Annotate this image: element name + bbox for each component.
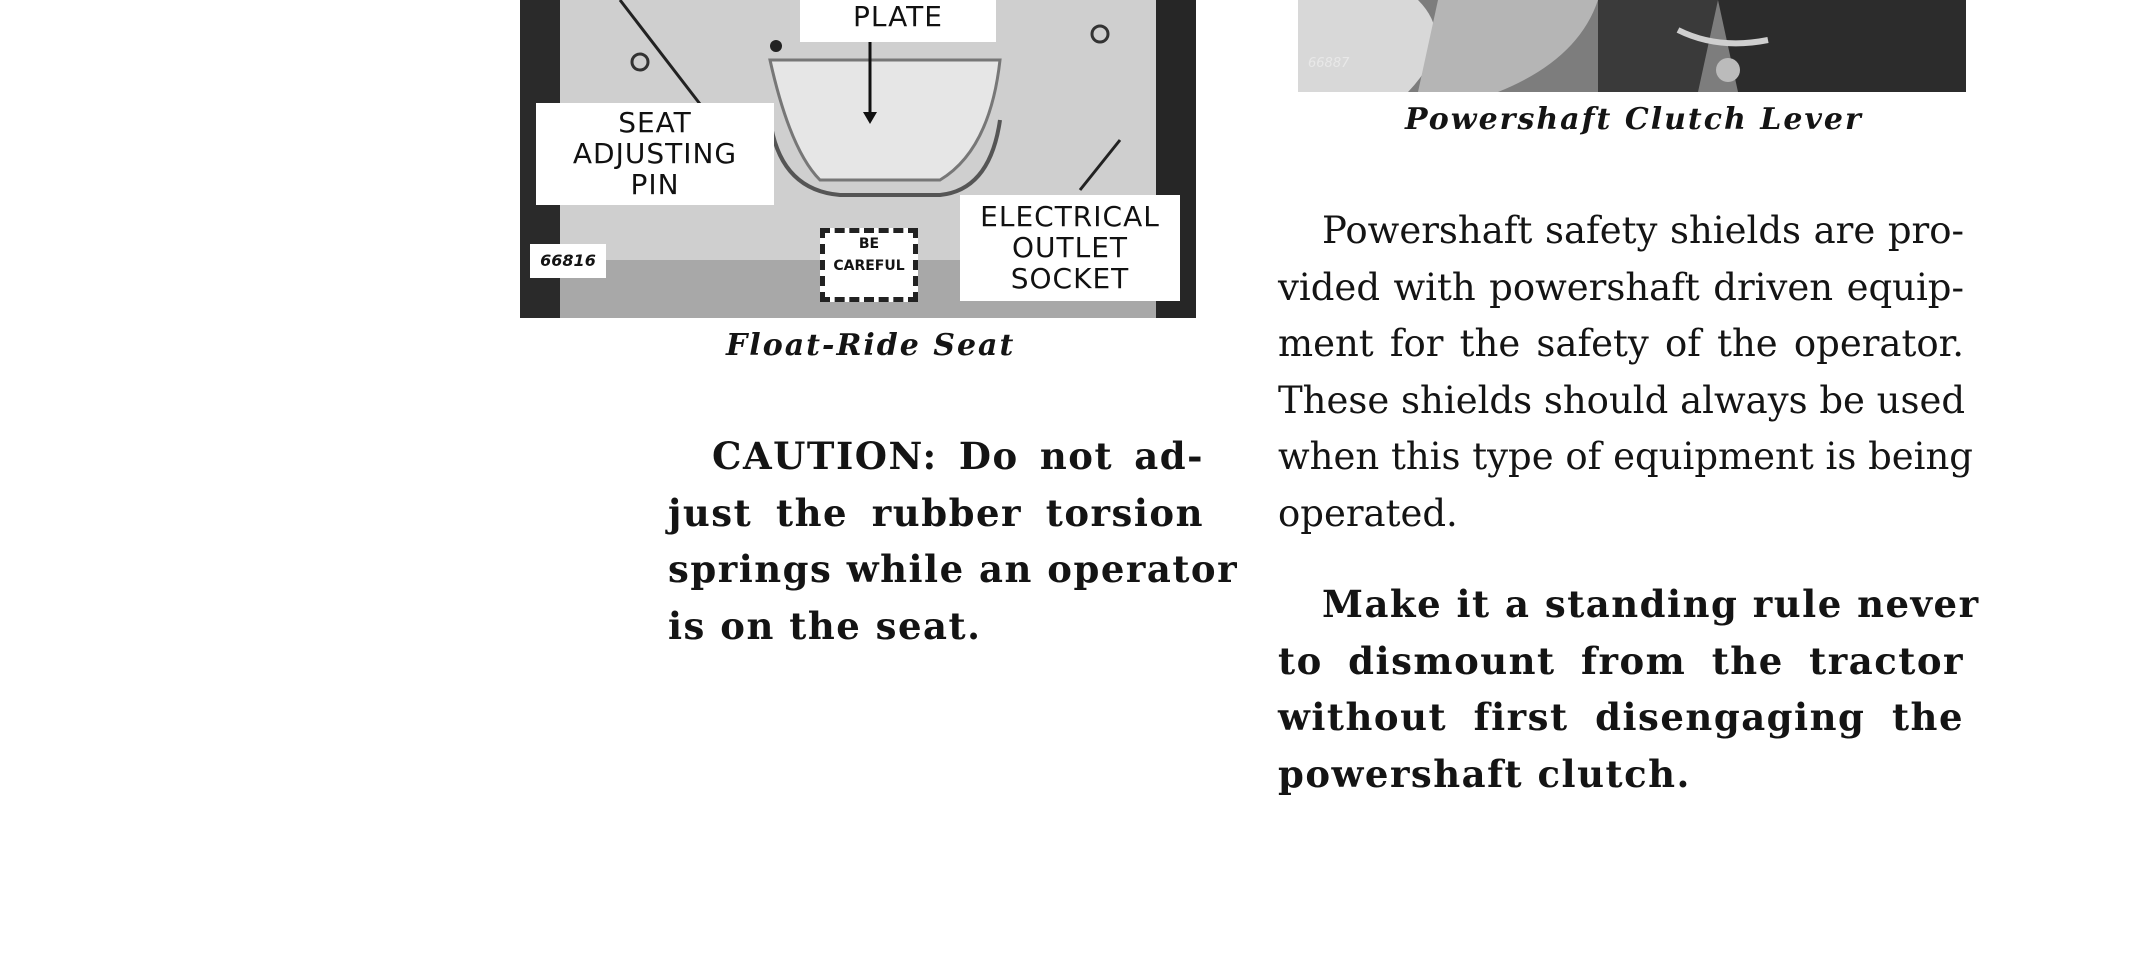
clutch-lever-illustration xyxy=(1298,0,1966,92)
outlet-line-3: SOCKET xyxy=(1010,262,1130,295)
shields-line-1: Powershaft safety shields are pro- xyxy=(1322,209,1964,252)
powershaft-clutch-lever-photo xyxy=(1298,0,1966,92)
seat-pin-line-1: SEAT xyxy=(618,106,692,139)
caution-line-4: is on the seat. xyxy=(668,603,982,648)
safety-shields-paragraph xyxy=(1278,203,1973,542)
rule-line-2: to dismount from the tractor xyxy=(1278,638,1964,683)
shields-line-5: when this type of equipment is being xyxy=(1278,435,1973,478)
photo-number-left: 66816 xyxy=(530,244,606,278)
rule-line-3: without first disengaging the xyxy=(1278,695,1964,739)
figure-caption-powershaft-clutch-lever: Powershaft Clutch Lever xyxy=(1405,102,1863,137)
photo-number-right: 66887 xyxy=(1308,56,1350,71)
caution-line-1: CAUTION: Do not ad- xyxy=(712,434,1204,478)
figure-caption-float-ride-seat: Float-Ride Seat xyxy=(726,328,1016,363)
caution-paragraph xyxy=(668,428,1239,654)
float-ride-seat-photo xyxy=(520,0,1196,318)
electrical-outlet-socket-callout xyxy=(960,195,1180,301)
shields-line-3: ment for the safety of the operator. xyxy=(1278,322,1964,365)
standing-rule-paragraph xyxy=(1278,576,1980,802)
outlet-line-2: OUTLET xyxy=(1011,231,1129,264)
shields-line-4: These shields should always be used xyxy=(1278,378,1966,422)
caution-line-2: just the rubber torsion xyxy=(668,490,1204,535)
plate-callout xyxy=(800,0,996,42)
plate-callout-text: PLATE xyxy=(853,0,943,33)
caution-line-3: springs while an operator xyxy=(668,547,1239,591)
outlet-line-1: ELECTRICAL xyxy=(980,200,1160,233)
seat-adjusting-pin-callout xyxy=(536,103,774,205)
sticker-text: BE CAREFUL xyxy=(833,236,905,274)
shields-line-6: operated. xyxy=(1278,491,1458,535)
rule-line-1: Make it a standing rule never xyxy=(1322,582,1980,626)
seat-pin-line-2: ADJUSTING xyxy=(572,137,738,170)
be-careful-sticker xyxy=(820,228,918,302)
seat-pin-line-3: PIN xyxy=(630,168,680,201)
rule-line-4: powershaft clutch. xyxy=(1278,751,1691,796)
shields-line-2: vided with powershaft driven equip- xyxy=(1278,265,1964,309)
